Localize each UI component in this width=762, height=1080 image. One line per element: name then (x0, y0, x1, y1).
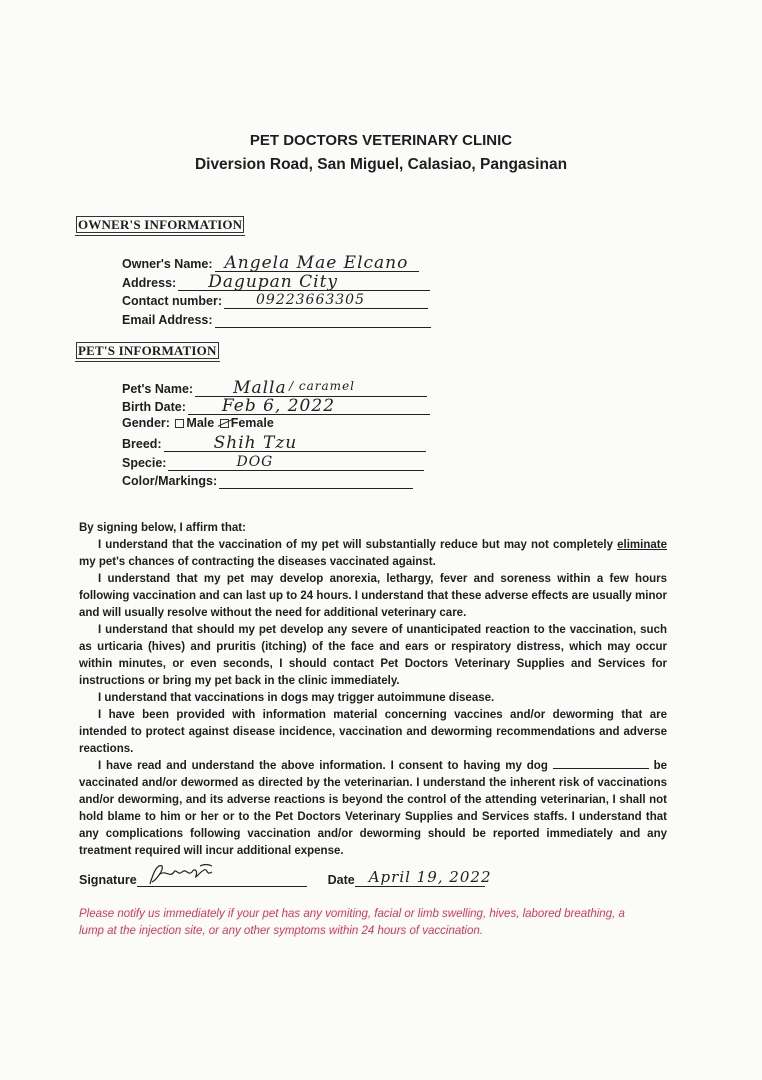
owner-contact-field[interactable] (122, 292, 428, 309)
owner-address-value: Dagupan City (208, 272, 339, 292)
owner-address-label: Address: (122, 276, 177, 290)
date-label: Date (327, 873, 355, 887)
signature-label: Signature (79, 873, 137, 887)
pet-breed-label: Breed: (122, 437, 162, 451)
female-checkbox[interactable] (220, 419, 229, 428)
pet-name-label: Pet's Name: (122, 382, 194, 396)
pet-name-note: / caramel (289, 379, 356, 393)
pet-birth-label: Birth Date: (122, 400, 186, 414)
pet-specie-value: DOG (236, 454, 274, 470)
owner-name-label: Owner's Name: (122, 257, 213, 271)
consent-paragraph-6: I have read and understand the above information. I consent to having my dog be vaccinated and/or dewormed as directed by the veterinarian. I understand the inherent risk of vaccinations and/or deworming, and its adverse reactions is beyond the control of the attending veterinarian, I shall not hold blame to him or her or to the Pet Doctors Veterinary Supplies and Services staffs. I understand that any complications following vaccination and/or deworming should be reported immediately and any treatment required will incur additional expense. (79, 760, 668, 857)
owner-section-title: OWNER'S INFORMATION (78, 217, 243, 232)
handwritten-signature (142, 860, 232, 888)
pet-birth-field[interactable] (122, 398, 430, 415)
pet-name-value: Malla (233, 378, 287, 398)
pet-specie-field[interactable] (122, 454, 424, 471)
pet-breed-value: Shih Tzu (213, 433, 298, 453)
notification-note: Please notify us immediately if your pet has any vomiting, facial or limb swelling, hives, labored breathing, a lump at the injection site, or any other symptoms within 24 hours of vaccination. (79, 908, 625, 937)
date-value: April 19, 2022 (368, 868, 492, 886)
owner-contact-label: Contact number: (122, 294, 222, 308)
male-option-label: Male (186, 416, 215, 430)
female-option-label: Female (230, 416, 274, 430)
consent-paragraph-3: I understand that should my pet develop any severe of unanticipated reaction to the vaccination, such as urticaria (hives) and pruritis (itching) of the face and ears or respiratory distress, which may occur within minutes, or even seconds, I should contact Pet Doctors Veterinary Supplies and Services for instructions or bring my pet back in the clinic immediately. (79, 624, 667, 687)
consent-paragraph-2: I understand that my pet may develop anorexia, lethargy, fever and soreness within a few hours following vaccination and can last up to 24 hours. I understand that these adverse effects are usually minor and will usually resolve without the need for additional veterinary care. (79, 573, 667, 619)
clinic-name: PET DOCTORS VETERINARY CLINIC (249, 132, 513, 149)
signature-row (79, 868, 492, 887)
date-field[interactable] (355, 868, 492, 887)
consent-intro: By signing below, I affirm that: (79, 522, 246, 534)
owner-contact-value: 09223663305 (256, 292, 365, 308)
consent-paragraph-5: I have been provided with information material concerning vaccines and/or deworming that are intended to protect against disease incidence, vaccination and deworming recommendations and adverse reactions. (79, 709, 667, 755)
owner-name-field[interactable] (122, 255, 419, 272)
consent-paragraph-1: I understand that the vaccination of my pet will substantially reduce but may not completely eliminate my pet's chances of contracting the diseases vaccinated against. (79, 539, 667, 568)
pet-breed-field[interactable] (122, 435, 426, 452)
consent-paragraph-4: I understand that vaccinations in dogs may trigger autoimmune disease. (98, 692, 495, 704)
pet-birth-value: Feb 6, 2022 (221, 396, 336, 416)
pet-name-field[interactable] (122, 380, 427, 397)
signature-field[interactable] (137, 870, 307, 887)
owner-email-label: Email Address: (122, 313, 213, 327)
eliminate-underlined: eliminate (617, 539, 667, 551)
pet-gender-field (122, 416, 274, 430)
male-checkbox[interactable] (175, 419, 184, 428)
owner-address-field[interactable] (122, 274, 430, 291)
owner-email-field[interactable] (122, 311, 431, 328)
pet-section-title: PET'S INFORMATION (78, 343, 217, 358)
consent-text (79, 520, 667, 860)
pet-specie-label: Specie: (122, 456, 167, 470)
dog-name-blank[interactable] (553, 758, 649, 769)
pet-color-field[interactable] (122, 472, 413, 489)
pet-color-label: Color/Markings: (122, 474, 218, 488)
owner-name-value: Angela Mae Elcano (224, 253, 409, 273)
pet-gender-label: Gender: (122, 416, 170, 430)
clinic-address: Diversion Road, San Miguel, Calasiao, Pangasinan (194, 156, 568, 173)
